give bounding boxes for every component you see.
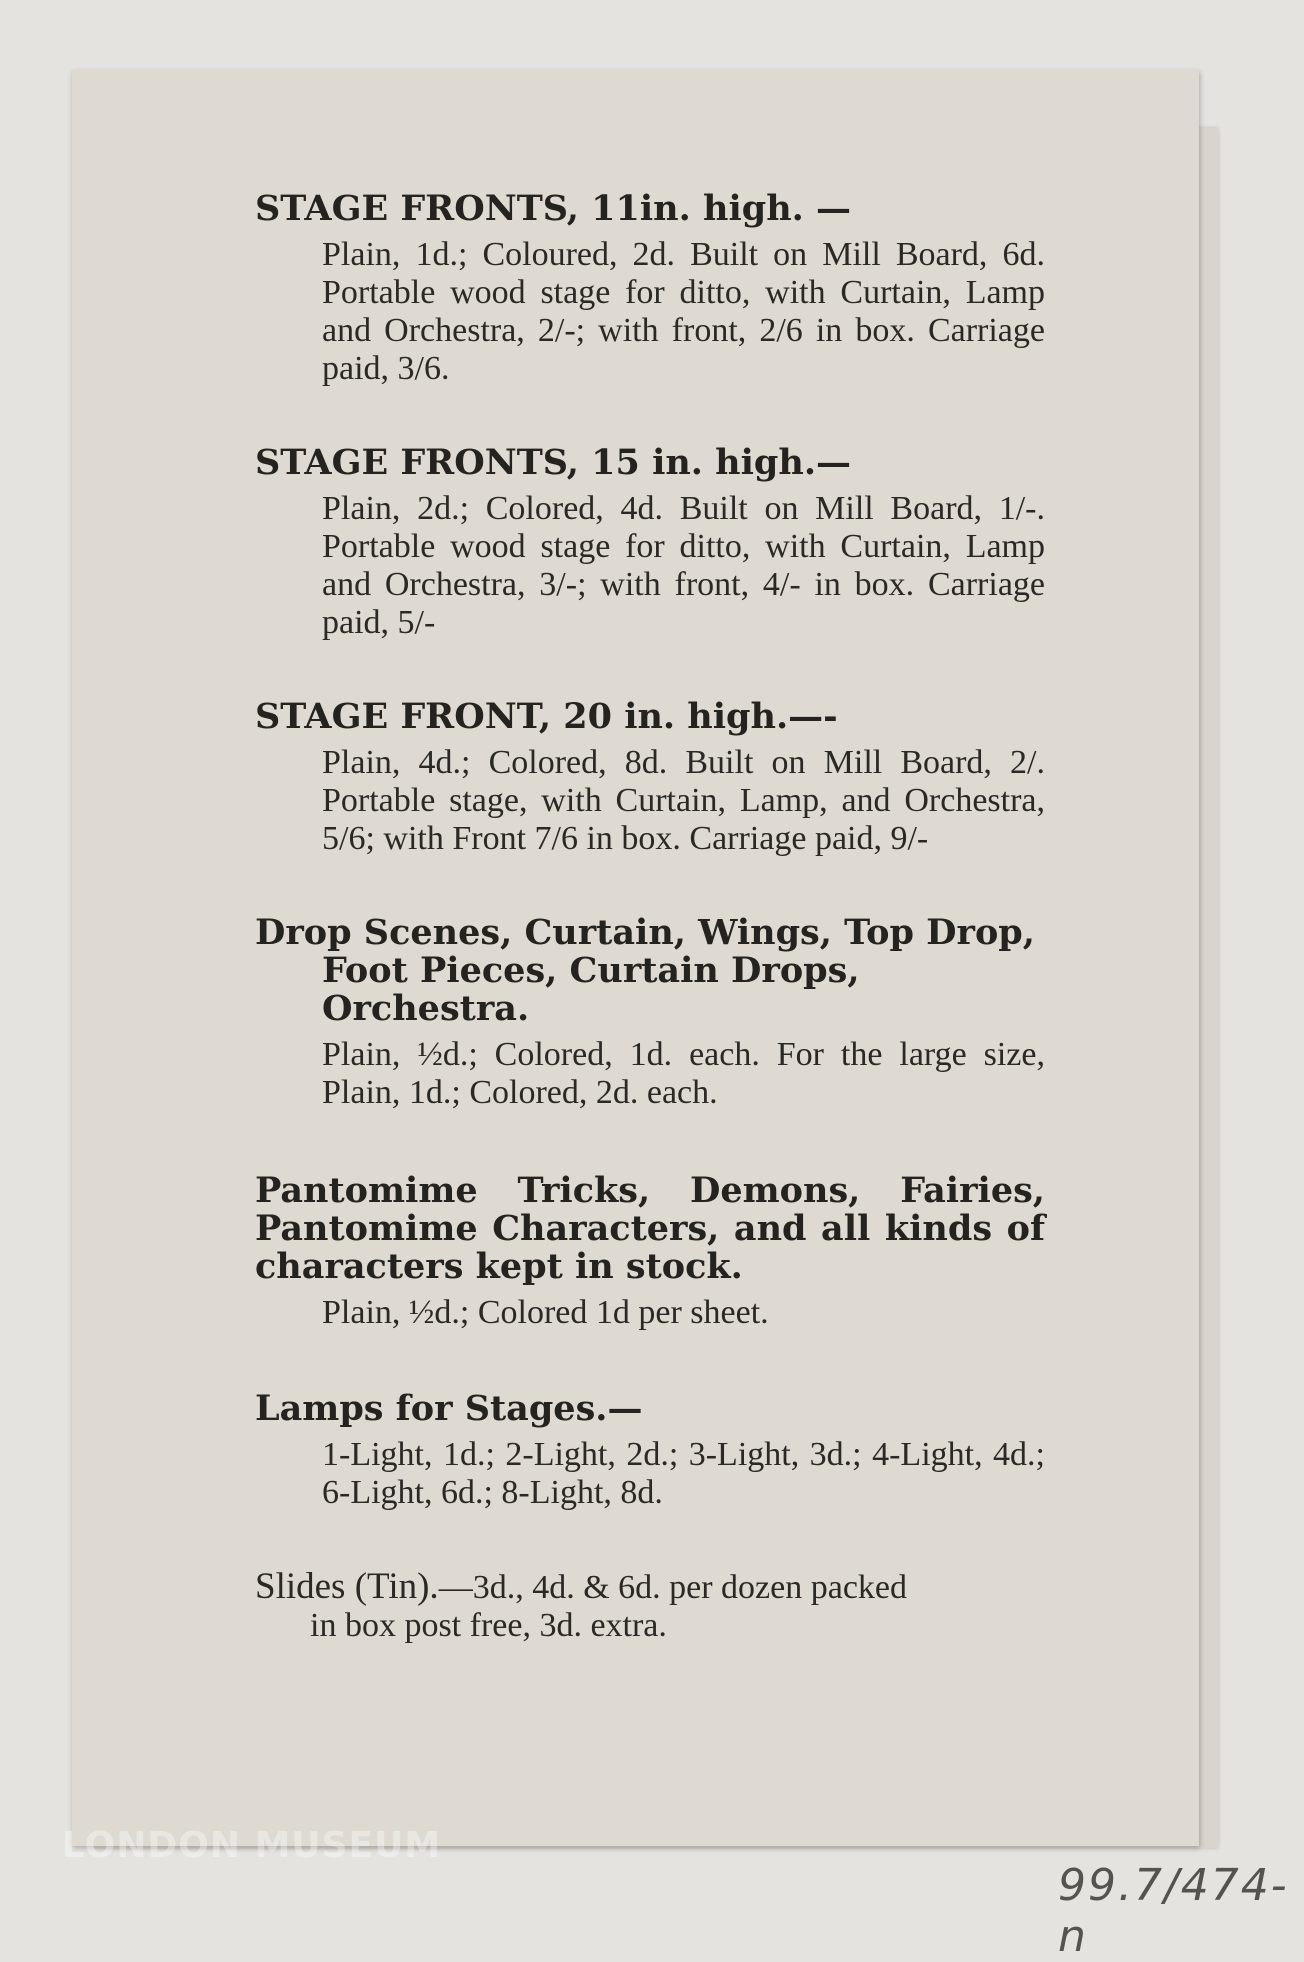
section-body: Plain, 2d.; Colored, 4d. Built on Mill Board, 1/-. Portable wood stage for ditto, with Curtain, Lamp and Orchestra, 3/-; with front, 4/- in box. Carriage paid, 5/-: [322, 490, 1045, 641]
section-pantomime: [255, 1172, 1045, 1332]
section-stage-front-20in: [255, 698, 1045, 858]
museum-watermark: LONDON MUSEUM: [62, 1825, 442, 1866]
section-stage-fronts-15in: [255, 444, 1045, 642]
section-body: Plain, ½d.; Colored, 1d. each. For the large size, Plain, 1d.; Colored, 2d. each.: [322, 1036, 1045, 1111]
price-list: [255, 190, 1045, 1645]
section-body-line-1: —3d., 4d. & 6d. per dozen packed: [438, 1569, 908, 1606]
section-lamps: [255, 1390, 1045, 1512]
section-body: Plain, 1d.; Coloured, 2d. Built on Mill Board, 6d. Portable wood stage for ditto, with Curtain, Lamp and Orchestra, 2/-; with front, 2/6 in box. Carriage paid, 3/6.: [322, 236, 1045, 387]
section-stage-fronts-11in: [255, 190, 1045, 388]
section-heading: Pantomime Tricks, Demons, Fairies, Pantomime Characters, and all kinds of characters kept in stock.: [255, 1170, 1045, 1287]
section-slides: [255, 1568, 1045, 1645]
section-heading: STAGE FRONTS, 15 in. high.—: [255, 442, 852, 483]
section-heading-line-1: Drop Scenes, Curtain, Wings, Top Drop,: [255, 912, 1035, 953]
section-heading: STAGE FRONT, 20 in. high.—-: [255, 696, 838, 737]
section-body: Plain, ½d.; Colored 1d per sheet.: [322, 1294, 769, 1331]
section-body: 1-Light, 1d.; 2-Light, 2d.; 3-Light, 3d.; 4-Light, 4d.; 6-Light, 6d.; 8-Light, 8d.: [322, 1436, 1045, 1511]
section-heading: Slides (Tin).: [255, 1566, 439, 1607]
section-body-line-2: in box post free, 3d. extra.: [310, 1607, 667, 1644]
accession-number: 99.7/474-n: [1058, 1860, 1289, 1962]
section-drop-scenes: [255, 914, 1045, 1112]
section-heading-line-2: Foot Pieces, Curtain Drops, Orchestra.: [322, 950, 860, 1029]
section-body: Plain, 4d.; Colored, 8d. Built on Mill Board, 2/. Portable stage, with Curtain, Lamp, and Orchestra, 5/6; with Front 7/6 in box. Carriage paid, 9/-: [322, 744, 1045, 857]
section-heading: Lamps for Stages.—: [255, 1388, 643, 1429]
section-heading: STAGE FRONTS, 11in. high. —: [255, 188, 852, 229]
